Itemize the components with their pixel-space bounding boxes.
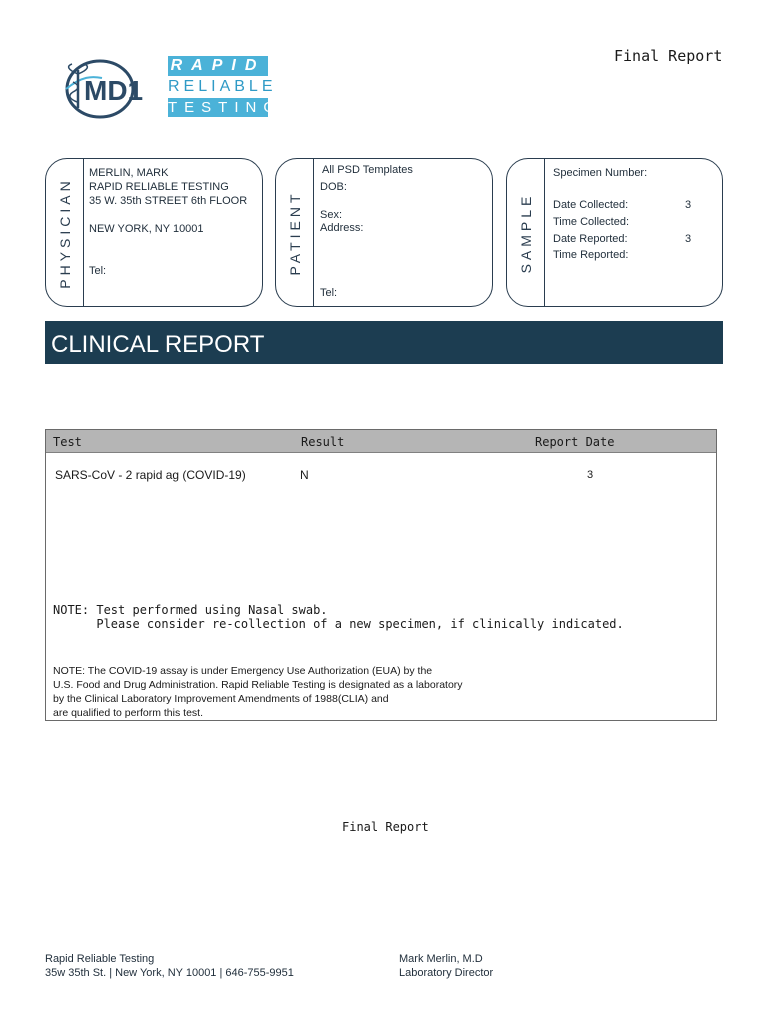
footer-director-name: Mark Merlin, M.D — [399, 953, 483, 965]
date-collected-label: Date Collected: — [553, 199, 629, 211]
note-eua-line4: are qualified to perform this test. — [53, 707, 203, 719]
physician-org: RAPID RELIABLE TESTING — [89, 181, 229, 193]
note-swab-line2: Please consider re-collection of a new specimen, if clinically indicated. — [53, 617, 624, 631]
date-reported-value: 3 — [685, 233, 692, 245]
physician-tel-label: Tel: — [89, 265, 107, 277]
patient-tel-label: Tel: — [320, 287, 338, 299]
sample-heading: SAMPLE — [517, 192, 534, 273]
clinical-report-banner: CLINICAL REPORT — [45, 321, 723, 364]
row-report-date: 3 — [587, 469, 594, 481]
footer-lab-name: Rapid Reliable Testing — [45, 953, 155, 965]
footer-lab-address: 35w 35th St. | New York, NY 10001 | 646-755-9951 — [45, 967, 294, 979]
sample-box — [506, 158, 723, 307]
patient-sex-label: Sex: — [320, 209, 343, 221]
physician-name: MERLIN, MARK — [89, 167, 169, 179]
md1-logo — [62, 56, 148, 122]
svg-text:MD1: MD1 — [84, 75, 144, 106]
rapid-reliable-testing-logo — [168, 56, 283, 117]
logo-testing-text: TESTING — [168, 99, 283, 116]
row-test-name: SARS-CoV - 2 rapid ag (COVID-19) — [55, 468, 246, 482]
note-eua — [53, 664, 463, 720]
sample-heading-band — [507, 159, 545, 306]
logo-reliable-text: RELIABLE — [168, 78, 277, 95]
footer-director — [399, 952, 493, 980]
physician-heading-band — [46, 159, 84, 306]
physician-heading: PHYSICIAN — [56, 176, 73, 289]
results-table — [45, 429, 717, 721]
physician-city: NEW YORK, NY 10001 — [89, 223, 204, 235]
header-test: Test — [53, 435, 82, 449]
physician-street: 35 W. 35th STREET 6th FLOOR — [89, 195, 248, 207]
logo-rapid-text: RAPID — [168, 56, 268, 76]
date-collected-value: 3 — [685, 199, 692, 211]
specimen-number-label: Specimen Number: — [553, 167, 648, 179]
footer-lab-info — [45, 952, 294, 980]
row-result: N — [300, 468, 309, 482]
header-report-date: Report Date — [535, 435, 615, 449]
patient-address-label: Address: — [320, 222, 364, 234]
patient-box — [275, 158, 493, 307]
time-reported-label: Time Reported: — [553, 249, 629, 261]
patient-heading: PATIENT — [286, 189, 303, 276]
patient-dob-label: DOB: — [320, 181, 347, 193]
final-report-label-mid: Final Report — [342, 820, 429, 834]
table-header — [46, 430, 716, 453]
note-eua-line2: U.S. Food and Drug Administration. Rapid Reliable Testing is designated as a laboratory — [53, 679, 463, 691]
note-swab-line1: NOTE: Test performed using Nasal swab. — [53, 603, 328, 617]
patient-name: All PSD Templates — [322, 164, 413, 176]
header-result: Result — [301, 435, 345, 449]
footer-director-title: Laboratory Director — [399, 967, 494, 979]
final-report-label-top: Final Report — [614, 47, 723, 65]
patient-heading-band — [276, 159, 314, 306]
date-reported-label: Date Reported: — [553, 233, 628, 245]
time-collected-label: Time Collected: — [553, 216, 630, 228]
note-eua-line1: NOTE: The COVID-19 assay is under Emergency Use Authorization (EUA) by the — [53, 665, 433, 677]
note-eua-line3: by the Clinical Laboratory Improvement Amendments of 1988(CLIA) and — [53, 693, 389, 705]
physician-box — [45, 158, 263, 307]
